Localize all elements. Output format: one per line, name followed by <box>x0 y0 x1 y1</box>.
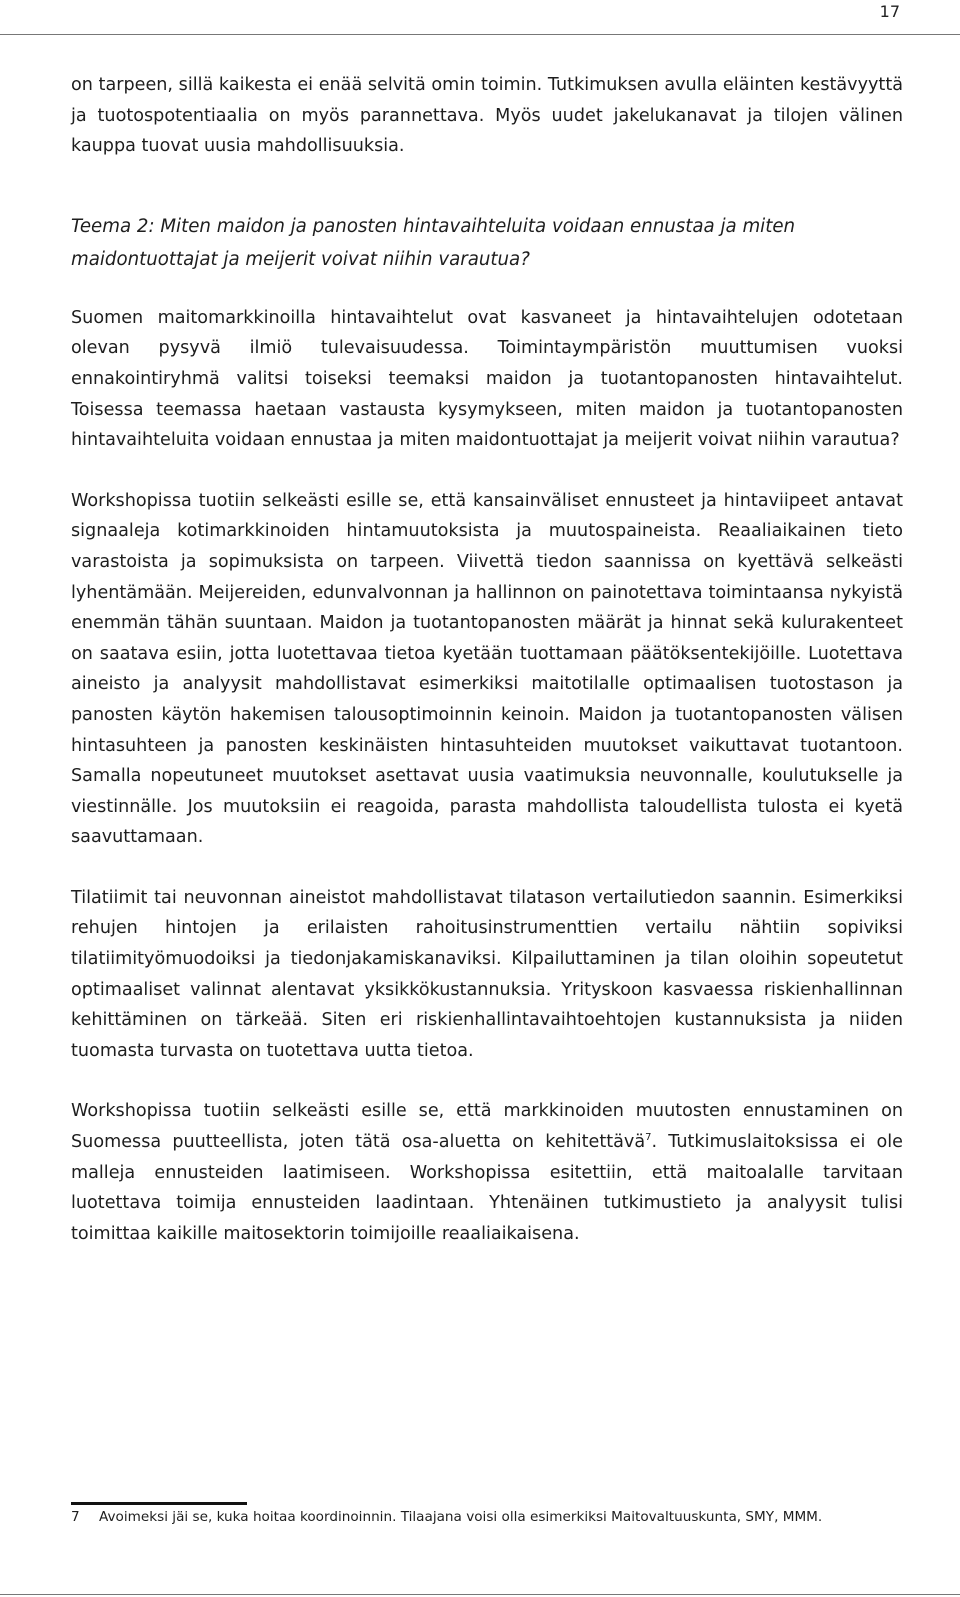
paragraph-forecasting-text-end: . Tutkimuslaitoksissa ei ole malleja ennusteiden laatimiseen. Workshopissa esitettiin, että maitoalalle tarvitaan luotettava toimija ennusteiden laadintaan. Yhtenäinen tutkimustieto ja analyysit tulisi toimittaa kaikille maitosektorin toimijoille reaaliaikaisena. <box>71 1132 904 1244</box>
footer-rule <box>0 1594 960 1595</box>
paragraph-farm-teams: Tilatiimit tai neuvonnan aineistot mahdollistavat tilatason vertailutiedon saannin. Esimerkiksi rehujen hintojen ja erilaisten rahoitusinstrumenttien vertailu nähtiin sopiviksi tilatiimityömuodoiksi ja tiedonjakamiskanaviksi. Kilpailuttaminen ja tilan oloihin sopeutetut optimaaliset valinnat alentavat yksikkökustannuksia. Yrityskoon kasvaessa riskienhallinnan kehittäminen on tärkeää. Siten eri riskienhallintavaihtoehtojen kustannuksista ja niiden tuomasta turvasta on tuotettava uutta tietoa. <box>71 887 903 1061</box>
header-rule <box>0 34 960 35</box>
body-text <box>71 70 903 1249</box>
footnote-number: 7 <box>71 1509 80 1525</box>
section-heading: Teema 2: Miten maidon ja panosten hintavaihteluita voidaan ennustaa ja miten maidontuottajat ja meijerit voivat niihin varautua? <box>71 215 796 271</box>
footnote-text: Avoimeksi jäi se, kuka hoitaa koordinoinnin. Tilaajana voisi olla esimerkiksi Maitovaltuuskunta, SMY, MMM. <box>99 1509 823 1525</box>
paragraph-forecasting <box>71 1096 903 1249</box>
paragraph-theme-intro: Suomen maitomarkkinoilla hintavaihtelut ovat kasvaneet ja hintavaihtelujen odotetaan olevan pysyvä ilmiö tulevaisuudessa. Toimintaympäristön muuttumisen vuoksi ennakointiryhmä valitsi toiseksi teemaksi maidon ja tuotantopanosten hintavaihtelut. Toisessa teemassa haetaan vastausta kysymykseen, miten maidon ja tuotantopanosten hintavaihteluita voidaan ennustaa ja miten maidontuottajat ja meijerit voivat niihin varautua? <box>71 307 903 451</box>
paragraph-forecasting-text-start: Workshopissa tuotiin selkeästi esille se, että markkinoiden muutosten ennustaminen on Suomessa puutteellista, joten tätä osa-aluetta on kehitettävä <box>71 1101 903 1153</box>
paragraph-continuation: on tarpeen, sillä kaikesta ei enää selvitä omin toimin. Tutkimuksen avulla eläinten kestävyyttä ja tuotospotentiaalia on myös parannettava. Myös uudet jakelukanavat ja tilojen välinen kauppa tuovat uusia mahdollisuuksia. <box>71 75 903 157</box>
footnote-reference: 7 <box>645 1132 652 1144</box>
page-number: 17 <box>879 2 900 21</box>
footnote <box>71 1507 903 1528</box>
paragraph-workshop-findings: Workshopissa tuotiin selkeästi esille se, että kansainväliset ennusteet ja hintaviipeet antavat signaaleja kotimarkkinoiden hintamuutoksista ja muutospaineista. Reaaliaikainen tieto varastoista ja sopimuksista on tarpeen. Viivettä tiedon saannissa on kyettävä selkeästi lyhentämään. Meijereiden, edunvalvonnan ja hallinnon on painotettava toimintaansa nykyistä enemmän tähän suuntaan. Maidon ja tuotantopanosten määrät ja hinnat sekä kulurakenteet on saatava esiin, jotta luotettavaa tietoa kyetään tuottamaan päätöksentekijöille. Luotettava aineisto ja analyysit mahdollistavat esimerkiksi maitotilalle optimaalisen tuotostason ja panosten käytön hakemisen talousoptimoinnin keinoin. Maidon ja tuotantopanosten välisen hintasuhteen ja panosten keskinäisten hintasuhteiden muutokset vaikuttavat tuotantoon. Samalla nopeutuneet muutokset asettavat uusia vaatimuksia neuvonnalle, koulutukselle ja viestinnälle. Jos muutoksiin ei reagoida, parasta mahdollista taloudellista tulosta ei kyetä saavuttamaan. <box>71 490 903 848</box>
footnote-rule <box>71 1502 247 1505</box>
